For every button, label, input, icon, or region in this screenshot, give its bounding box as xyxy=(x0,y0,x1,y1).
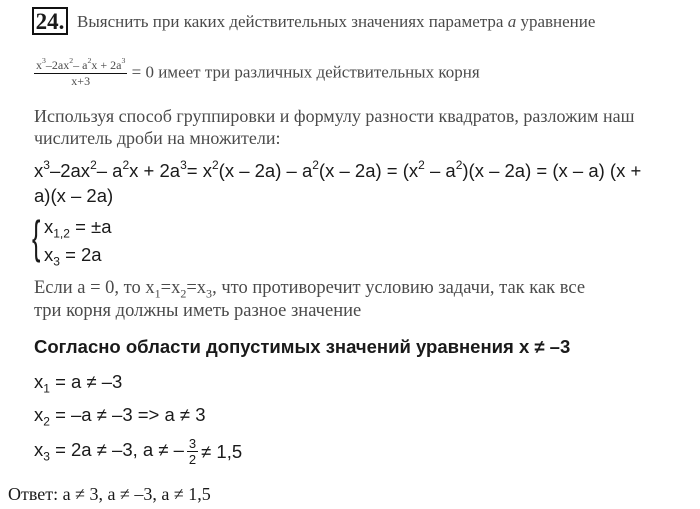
root-3-fraction xyxy=(187,436,198,467)
method-line-1: Используя способ группировки и формулу разности квадратов, разложим наш xyxy=(34,106,635,126)
statement-post: уравнение xyxy=(516,12,596,31)
equation-numerator: $x^3-2ax^2-$ $a^2x + 2a^3$ xyxy=(36,56,126,72)
root-2: $x_2 = -a \ne -3 => a \ne 3$ xyxy=(34,404,206,429)
system-brace: { xyxy=(32,211,41,263)
root-3-post: ≠ 1,5 xyxy=(201,440,243,462)
factorization-line-1: $x^3-2ax^2-$ $a^2x + 2a^3= x^2(x - 2a) - a^2(x - 2a) = (x^2 - a^2)(x - 2a) = (x - a) (x$ + xyxy=(34,158,642,181)
method-line-2: числитель дроби на множители: xyxy=(34,128,281,148)
equation xyxy=(34,58,480,89)
statement-pre: Выяснить при каких действительных значениях параметра xyxy=(77,12,508,31)
condition-line-2: три корня должны иметь разное значение xyxy=(34,301,362,321)
root-3-frac-num: 3 xyxy=(188,436,197,451)
problem-number: 24. xyxy=(32,7,68,35)
condition-line-1: Если a = 0, то $x_1=x_2=x_3$, что противоречит условию задачи, так как все xyxy=(34,278,586,301)
system-row-1: $x_{1,2} = \pm a$ xyxy=(44,216,112,241)
equation-denominator: x+3 xyxy=(71,74,91,88)
problem-statement xyxy=(77,12,595,32)
root-3-pre: $x_3 = 2a \ne -3$, a ≠ – xyxy=(34,439,184,464)
system-row-2: $x_3 = 2a$ xyxy=(44,244,102,269)
equation-rhs: = 0 имеет три различных действительных корня xyxy=(131,62,480,82)
root-1: $x_1 = a \ne -3$ xyxy=(34,371,123,396)
answer: Ответ: a ≠ 3, a ≠ –3, a ≠ 1,5 xyxy=(8,484,211,504)
root-3-frac-den: 2 xyxy=(188,452,197,467)
root-3 xyxy=(34,436,242,467)
factorization-line-2: a)(x – 2a) xyxy=(34,185,114,206)
statement-param: a xyxy=(507,12,517,31)
equation-fraction xyxy=(34,58,127,89)
domain-note: Согласно области допустимых значений уравнения x ≠ –3 xyxy=(34,336,571,357)
